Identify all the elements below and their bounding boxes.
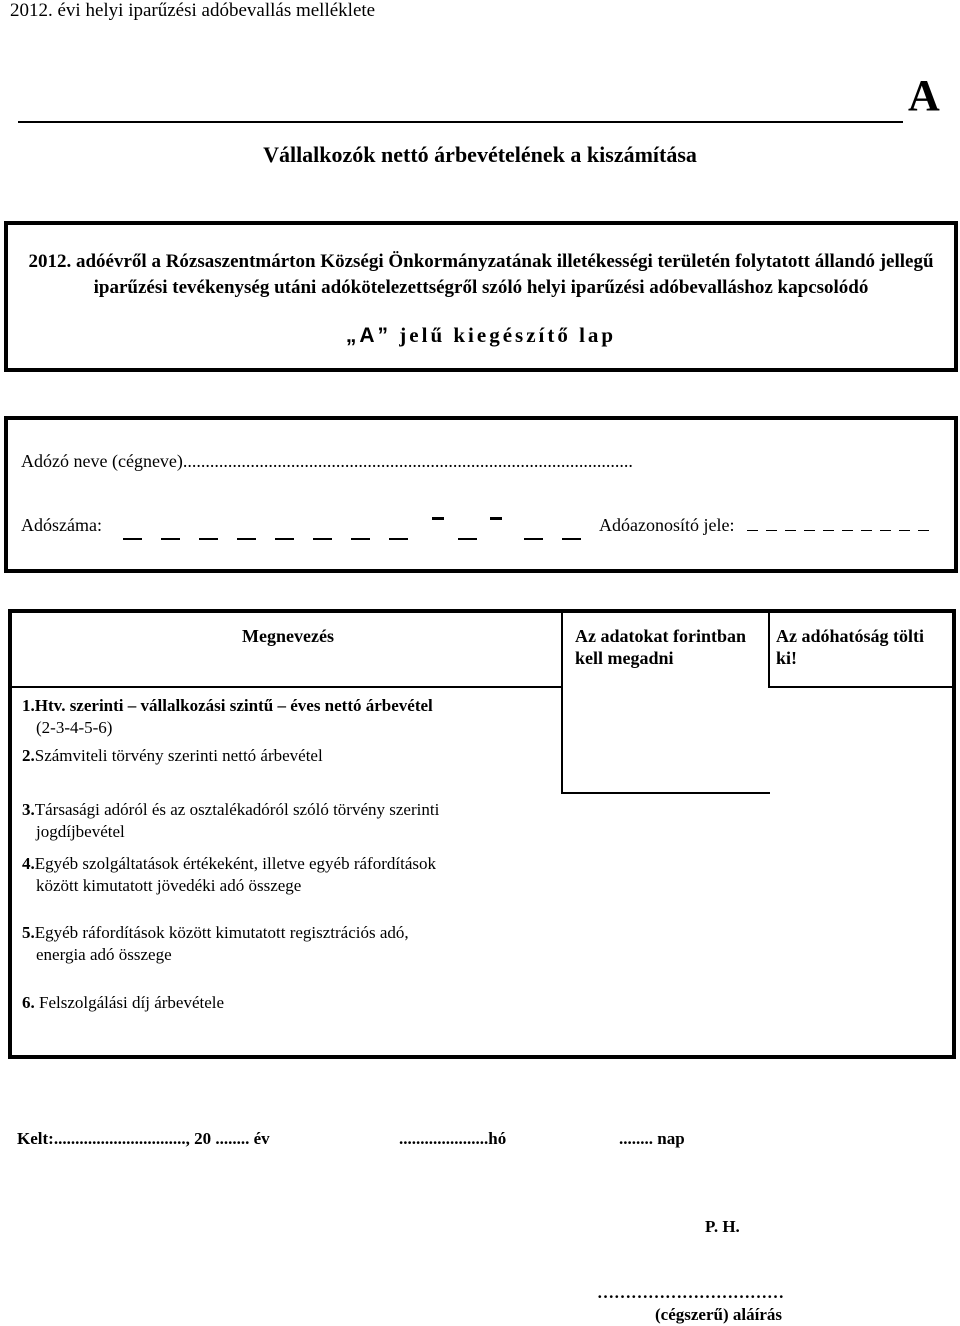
table-row: 6. Felszolgálási díj árbevétele	[22, 993, 225, 1012]
tax-number-label: Adószáma:	[21, 515, 102, 535]
tax-number-separator	[490, 517, 502, 520]
page-subtitle: Vállalkozók nettó árbevételének a kiszámítása	[263, 142, 697, 167]
tax-id-digit[interactable]	[823, 530, 834, 531]
header-row-divider	[768, 686, 956, 688]
tax-id-digit[interactable]	[880, 530, 891, 531]
table-row: 5.Egyéb ráfordítások között kimutatott regisztrációs adó, energia adó összege	[22, 923, 409, 964]
table-row: 1.Htv. szerinti – vállalkozási szintű – éves nettó árbevétel (2-3-4-5-6)	[22, 696, 433, 737]
tax-number-digit[interactable]	[524, 538, 543, 540]
tax-number-digit[interactable]	[199, 538, 218, 540]
table-row: 2.Számviteli törvény szerinti nettó árbevétel	[22, 746, 323, 765]
header-divider	[18, 121, 903, 123]
tax-number-separator	[432, 517, 444, 520]
supplement-label: jelű kiegészítő lap	[399, 323, 617, 347]
intro-line-2: iparűzési tevékenység utáni adókötelezettségről szóló helyi iparűzési adóbevalláshoz kapcsolódó	[93, 277, 869, 298]
column-divider	[768, 613, 770, 686]
col-header-amount-line-1: Az adatokat forintban	[575, 626, 747, 646]
column-divider	[561, 613, 563, 792]
tax-number-digit[interactable]	[351, 538, 370, 540]
tax-id-digit[interactable]	[766, 530, 777, 531]
tax-id-digit[interactable]	[842, 530, 853, 531]
supplement-title	[8, 323, 954, 348]
signature-label: (cégszerű) aláírás	[655, 1305, 782, 1324]
tax-number-digit[interactable]	[123, 538, 142, 540]
tax-id-digit[interactable]	[899, 530, 910, 531]
supplement-letter: „A”	[345, 324, 392, 347]
page-header-title: 2012. évi helyi iparűzési adóbevallás melléklete	[10, 0, 376, 21]
taxpayer-box	[4, 416, 958, 573]
table-row: 3.Társasági adóról és az osztalékadóról szóló törvény szerinti jogdíjbevétel	[22, 800, 440, 841]
tax-number-digit[interactable]	[313, 538, 332, 540]
stamp-label: P. H.	[705, 1217, 740, 1236]
col-header-amount-line-2: kell megadni	[575, 648, 674, 668]
col-header-description: Megnevezés	[242, 626, 334, 646]
tax-number-digit[interactable]	[458, 538, 477, 540]
tax-id-digit[interactable]	[861, 530, 872, 531]
signature-line[interactable]: ……………………………	[597, 1283, 784, 1302]
taxpayer-name-field[interactable]: Adózó neve (cégneve)....................................................................................................	[21, 451, 633, 471]
date-place-field[interactable]: Kelt:..............................., 20 ........ év	[17, 1129, 270, 1148]
tax-id-digit[interactable]	[785, 530, 796, 531]
cell-bottom-line	[561, 792, 770, 794]
tax-number-digit[interactable]	[389, 538, 408, 540]
tax-number-digit[interactable]	[161, 538, 180, 540]
col-header-authority-line-1: Az adóhatóság tölti	[776, 626, 924, 646]
intro-box	[4, 221, 958, 372]
col-header-authority	[776, 625, 924, 669]
tax-id-digit[interactable]	[918, 530, 929, 531]
tax-id-digit[interactable]	[747, 530, 758, 531]
tax-number-digit[interactable]	[237, 538, 256, 540]
table-row: 4.Egyéb szolgáltatások értékeként, illetve egyéb ráfordítások között kimutatott jövedéki adó összege	[22, 854, 436, 895]
revenue-table	[8, 609, 956, 1059]
tax-id-digit[interactable]	[804, 530, 815, 531]
month-field[interactable]: .....................hó	[399, 1129, 507, 1148]
intro-text	[20, 249, 942, 301]
day-field[interactable]: ........ nap	[619, 1129, 685, 1148]
col-header-amount	[575, 625, 746, 669]
tax-id-label: Adóazonosító jele:	[599, 515, 735, 535]
form-letter: A	[908, 71, 940, 120]
tax-number-digit[interactable]	[562, 538, 581, 540]
col-header-authority-line-2: ki!	[776, 648, 798, 668]
header-row-divider	[12, 686, 562, 688]
tax-number-digit[interactable]	[275, 538, 294, 540]
intro-line-1: 2012. adóévről a Rózsaszentmárton Községi Önkormányzatának illetékességi területén folytatott állandó jellegű	[28, 251, 934, 272]
